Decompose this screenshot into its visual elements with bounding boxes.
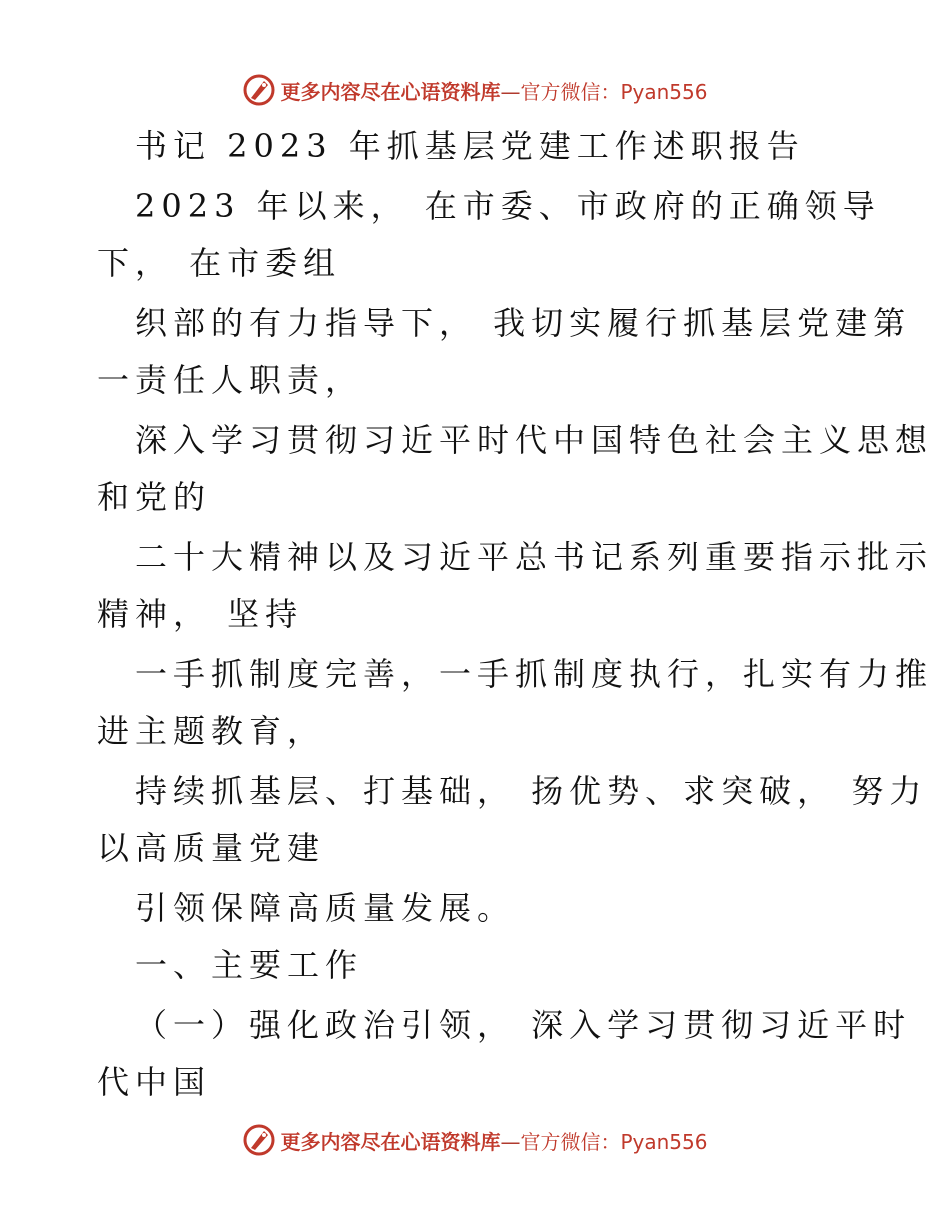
paragraph-line: 一责任人职责， <box>97 361 364 399</box>
document-title: 书记 2023 年抓基层党建工作述职报告 <box>135 127 805 165</box>
paragraph-line: 下， 在市委组 <box>97 244 342 282</box>
paragraph-line: 和党的 <box>97 478 212 516</box>
section-heading: 一、主要工作 <box>135 946 364 984</box>
subsection-heading: （一）强化政治引领， 深入学习贯彻习近平时 <box>135 1006 912 1044</box>
paragraph-line: 精神， 坚持 <box>97 595 304 633</box>
paragraph-line: 2023 年以来， 在市委、市政府的正确领导 <box>135 187 881 225</box>
paragraph-line: 引领保障高质量发展。 <box>135 889 516 927</box>
pen-nib-logo-icon <box>242 1123 276 1157</box>
paragraph-line: 深入学习贯彻习近平时代中国特色社会主义思想 <box>135 421 934 459</box>
paragraph-line: 二十大精神以及习近平总书记系列重要指示批示 <box>135 538 934 576</box>
paragraph-line: 以高质量党建 <box>97 829 326 867</box>
paragraph-line: 织部的有力指导下， 我切实履行抓基层党建第 <box>135 304 912 342</box>
footer-watermark-text: 更多内容尽在心语资料库—官方微信：Pyan556 <box>280 1129 708 1154</box>
paragraph-line: 进主题教育， <box>97 712 326 750</box>
header-watermark-text: 更多内容尽在心语资料库—官方微信：Pyan556 <box>280 79 708 104</box>
footer-watermark-banner <box>0 1120 950 1160</box>
paragraph-line: 代中国 <box>97 1063 212 1101</box>
paragraph-line: 一手抓制度完善，一手抓制度执行，扎实有力推 <box>135 655 934 693</box>
paragraph-line: 持续抓基层、打基础， 扬优势、求突破， 努力 <box>135 772 928 810</box>
